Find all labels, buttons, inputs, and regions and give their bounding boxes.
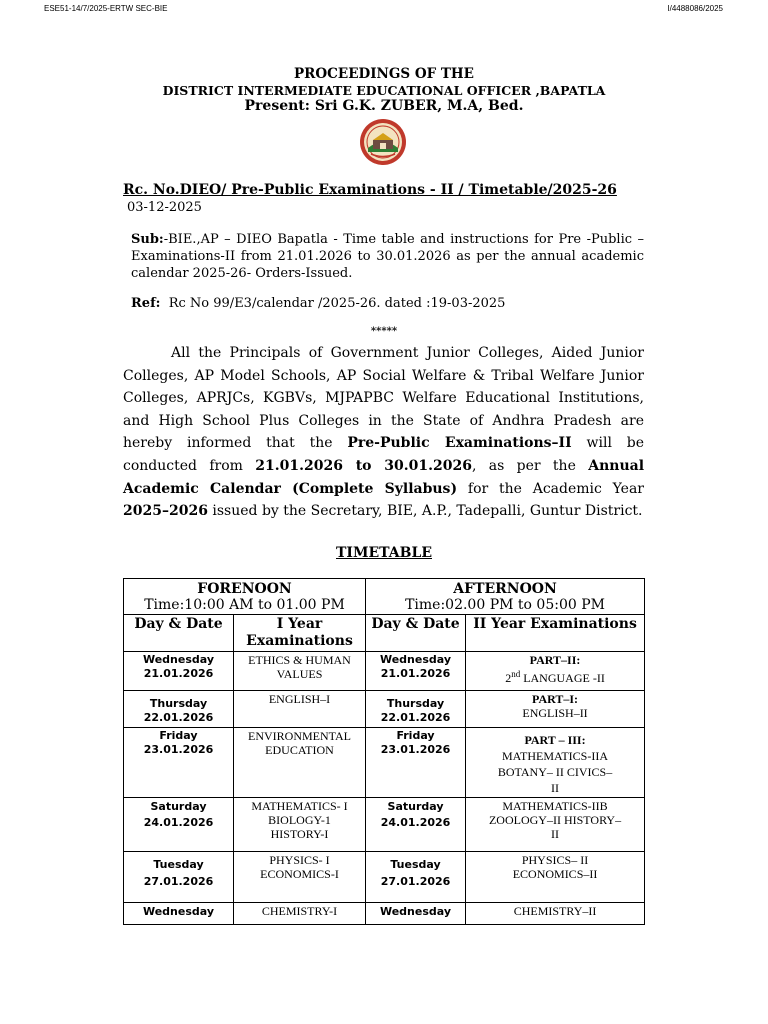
second-year-exam-cell [466, 728, 645, 798]
exam-date: 27.01.2026 [380, 875, 451, 888]
col-day-date-an: Day & Date [366, 615, 466, 652]
exam-date: 24.01.2026 [143, 816, 214, 829]
exam-date: 22.01.2026 [380, 711, 451, 724]
subject-line: ENGLISH–I [268, 692, 331, 706]
table-row [124, 852, 645, 903]
file-number: I/4488086/2025 [667, 4, 723, 13]
official-seal-logo [359, 118, 407, 166]
subject-line: MATHEMATICS-IIA [502, 749, 609, 763]
day-date-cell [366, 691, 466, 728]
table-row [124, 728, 645, 798]
timetable-table [123, 578, 645, 925]
reference-label: Ref: [131, 296, 161, 311]
subject-line: HISTORY-I [270, 827, 329, 841]
subject-line: MATHEMATICS- I [251, 799, 348, 813]
afternoon-header [366, 579, 645, 615]
timetable-title: TIMETABLE [336, 545, 432, 561]
body-text-4: for the Academic Year [467, 480, 645, 497]
part-label: PART–I: [532, 692, 579, 706]
exam-name: Pre-Public Examinations–II [347, 435, 572, 452]
exam-dates: 21.01.2026 to 30.01.2026 [255, 457, 472, 474]
second-year-exam-cell [466, 852, 645, 903]
col-first-year: I Year Examinations [234, 615, 366, 652]
second-year-exam-cell [466, 691, 645, 728]
second-year-exam-cell [466, 652, 645, 691]
day-name: Wednesday [379, 905, 452, 918]
subject-line: II [551, 827, 560, 841]
reference-number: Rc. No.DIEO/ Pre-Public Examinations - II / Timetable/2025-26 [123, 182, 617, 198]
exam-date: 23.01.2026 [380, 743, 451, 756]
calendar-name: Annual Academic Calendar (Complete Syllabus) [123, 457, 645, 497]
day-name: Tuesday [153, 858, 204, 871]
day-name: Saturday [387, 800, 444, 813]
second-year-exam-cell [466, 903, 645, 925]
subject-line: MATHEMATICS-IIB [502, 799, 608, 813]
col-day-date-fn: Day & Date [124, 615, 234, 652]
exam-date: 27.01.2026 [143, 875, 214, 888]
exam-date: 21.01.2026 [380, 667, 451, 680]
table-row [124, 691, 645, 728]
body-text-5: issued by the Secretary, BIE, A.P., Tadepalli, Guntur District. [212, 503, 643, 520]
day-name: Wednesday [379, 653, 452, 666]
subject-line: ZOOLOGY–II HISTORY– [488, 813, 622, 827]
day-name: Tuesday [390, 858, 441, 871]
table-row [124, 652, 645, 691]
academic-year: 2025–2026 [123, 503, 208, 520]
afternoon-label: AFTERNOON [453, 581, 557, 597]
body-paragraph [123, 342, 644, 523]
exam-date: 23.01.2026 [143, 743, 214, 756]
first-year-exam-cell [234, 852, 366, 903]
exam-date: 22.01.2026 [143, 711, 214, 724]
subject-line: ENVIRONMENTAL [247, 729, 352, 743]
exam-date: 24.01.2026 [380, 816, 451, 829]
day-date-cell [124, 691, 234, 728]
day-name: Wednesday [142, 905, 215, 918]
day-date-cell [124, 728, 234, 798]
subject-line: LANGUAGE -II [523, 671, 605, 685]
subject-line: II [551, 781, 560, 795]
subject-line: PHYSICS- I [269, 853, 330, 867]
day-date-cell [124, 852, 234, 903]
language-ordinal: 2 [505, 671, 512, 685]
day-date-cell [124, 652, 234, 691]
day-name: Friday [396, 729, 435, 742]
afternoon-time: Time:02.00 PM to 05:00 PM [405, 597, 605, 613]
first-year-exam-cell [234, 728, 366, 798]
session-header-row [124, 579, 645, 615]
forenoon-header [124, 579, 366, 615]
first-year-exam-cell [234, 652, 366, 691]
order-date: 03-12-2025 [127, 200, 202, 215]
second-year-exam-cell [466, 798, 645, 852]
day-date-cell [124, 798, 234, 852]
ordinal-suffix: nd [511, 669, 521, 679]
day-name: Thursday [149, 697, 208, 710]
day-date-cell [366, 798, 466, 852]
exam-date: 21.01.2026 [143, 667, 214, 680]
subject-paragraph [131, 231, 644, 282]
subject-line: CHEMISTRY-I [261, 904, 338, 918]
first-year-exam-cell [234, 798, 366, 852]
column-header-row [124, 615, 645, 652]
subject-label: Sub: [131, 232, 164, 247]
subject-line: EDUCATION [265, 743, 334, 757]
part-label: PART – III: [524, 733, 586, 747]
forenoon-label: FORENOON [197, 581, 292, 597]
first-year-exam-cell [234, 903, 366, 925]
body-text-3: , as per the [471, 457, 576, 474]
subject-line: PHYSICS– II [521, 853, 589, 867]
day-name: Friday [159, 729, 198, 742]
day-date-cell [366, 903, 466, 925]
table-row [124, 798, 645, 852]
day-date-cell [366, 652, 466, 691]
table-row [124, 903, 645, 925]
day-name: Wednesday [142, 653, 215, 666]
subject-line: ECONOMICS–II [512, 867, 598, 881]
day-name: Saturday [150, 800, 207, 813]
subject-line: ENGLISH–II [522, 706, 588, 720]
body-text-1: All the Principals of Government Junior Colleges, Aided Junior Colleges, AP Model Schools, AP Social Welfare & Tribal Welfare Junior Colleges, APRJCs, KGBVs, MJPAPBC Welfare Educational Institutions, and High School Plus Colleges in the State of Andhra Pradesh are hereby informed that the [123, 345, 644, 452]
officer-name: Present: Sri G.K. ZUBER, M.A, Bed. [244, 98, 524, 114]
subject-text: -BIE.,AP – DIEO Bapatla - Time table and instructions for Pre -Public – Examinations-II from 21.01.2026 to 30.01.2026 as per the annual academic calendar 2025-26- Orders-Issued. [131, 232, 644, 281]
part-label: PART–II: [529, 653, 581, 667]
subject-line: BOTANY– II CIVICS– [497, 765, 613, 779]
day-name: Thursday [386, 697, 445, 710]
day-date-cell [366, 852, 466, 903]
col-second-year: II Year Examinations [466, 615, 645, 652]
proceedings-title: PROCEEDINGS OF THE [294, 66, 474, 82]
day-date-cell [124, 903, 234, 925]
separator: ***** [370, 326, 398, 337]
first-year-exam-cell [234, 691, 366, 728]
subject-line: ETHICS & HUMAN [248, 653, 351, 667]
reference-text: Rc No 99/E3/calendar /2025-26. dated :19-03-2025 [168, 296, 506, 311]
subject-line: ECONOMICS-I [260, 867, 339, 881]
subject-line: VALUES [276, 667, 323, 681]
document-reference-code: ESE51-14/7/2025-ERTW SEC-BIE [44, 4, 168, 13]
office-title: DISTRICT INTERMEDIATE EDUCATIONAL OFFICER ,BAPATLA [162, 83, 606, 98]
day-date-cell [366, 728, 466, 798]
subject-line: BIOLOGY-1 [268, 813, 331, 827]
subject-line: CHEMISTRY–II [513, 904, 597, 918]
body-text-2: will be conducted from [123, 435, 644, 474]
reference-line [131, 296, 505, 311]
forenoon-time: Time:10:00 AM to 01.00 PM [144, 597, 345, 613]
